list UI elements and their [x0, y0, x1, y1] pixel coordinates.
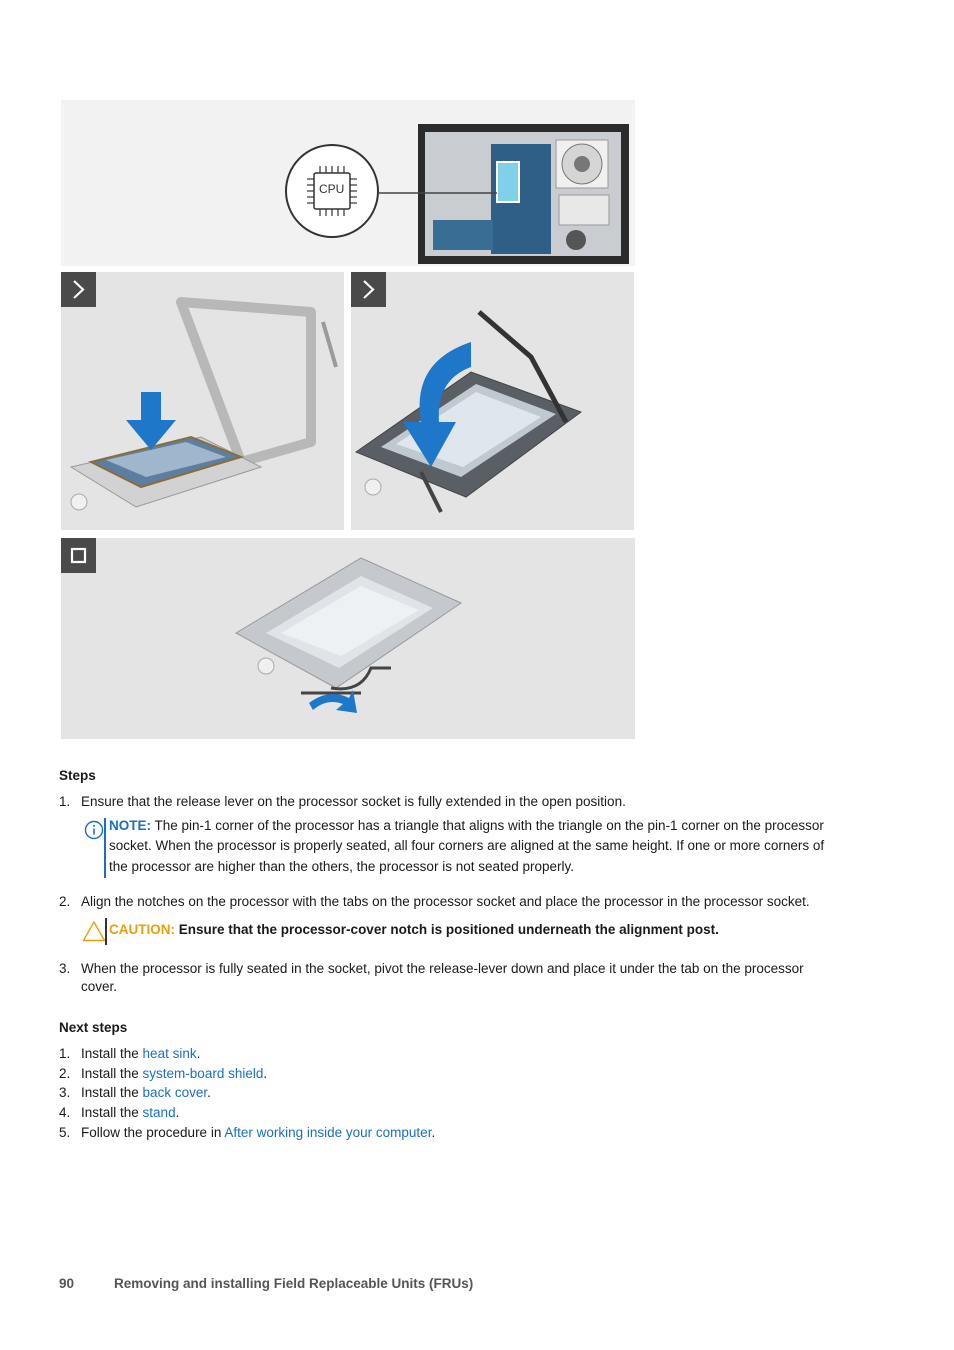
info-icon — [84, 820, 104, 840]
chevron-right-icon — [61, 272, 96, 307]
warning-triangle-icon — [82, 920, 106, 942]
footer-section-title: Removing and installing Field Replaceable Units (FRUs) — [114, 1276, 474, 1291]
note-line-1 — [109, 816, 824, 836]
caution-text: Ensure that the processor-cover notch is positioned underneath the alignment post. — [178, 922, 719, 937]
seated-processor-image — [61, 538, 635, 739]
note-label: NOTE: — [109, 818, 151, 833]
square-stop-icon — [61, 538, 96, 573]
next-step-text: Install the — [81, 1085, 143, 1100]
next-step-text: Install the — [81, 1066, 143, 1081]
caution-line — [109, 920, 719, 940]
step-3-text-line-2: cover. — [81, 979, 118, 994]
next-step-5 — [81, 1123, 435, 1143]
period: . — [196, 1046, 201, 1061]
stand-link[interactable]: stand — [142, 1105, 176, 1120]
next-step-1-number: 1. — [59, 1046, 71, 1061]
next-step-3 — [81, 1083, 211, 1103]
next-step-4 — [81, 1103, 179, 1123]
step-1-text: Ensure that the release lever on the processor socket is fully extended in the open position. — [81, 794, 626, 809]
steps-heading: Steps — [59, 768, 96, 783]
next-step-4-number: 4. — [59, 1105, 71, 1120]
back-cover-link[interactable]: back cover — [142, 1085, 208, 1100]
step-panel-2 — [351, 272, 634, 530]
next-step-text: Install the — [81, 1046, 143, 1061]
period: . — [431, 1125, 436, 1140]
close-lever-image — [351, 272, 634, 530]
step-1-number: 1. — [59, 794, 71, 809]
note-line-3: the processor are higher than the others, the processor is not seated properly. — [109, 859, 575, 874]
period: . — [207, 1085, 211, 1100]
next-step-2-number: 2. — [59, 1066, 71, 1081]
step-panel-3 — [61, 538, 635, 739]
system-board-image — [61, 100, 635, 266]
step-panel-1 — [61, 272, 344, 530]
step-3-text-line-1: When the processor is fully seated in the socket, pivot the release-lever down and place it under the tab on the processor — [81, 961, 804, 976]
note-line-2: socket. When the processor is properly seated, all four corners are aligned at the same height. If one or more corners of — [109, 838, 825, 853]
note-bar — [104, 818, 106, 878]
period: . — [175, 1105, 180, 1120]
next-step-1 — [81, 1044, 200, 1064]
caution-bar — [105, 918, 107, 945]
next-step-5-number: 5. — [59, 1125, 71, 1140]
after-working-inside-link[interactable]: After working inside your computer — [224, 1125, 432, 1140]
note-text-1: The pin-1 corner of the processor has a triangle that aligns with the triangle on the pin-1 corner on the processor — [154, 818, 824, 833]
next-step-text: Install the — [81, 1105, 143, 1120]
next-step-3-number: 3. — [59, 1085, 71, 1100]
period: . — [263, 1066, 268, 1081]
caution-label: CAUTION: — [109, 922, 175, 937]
step-3-number: 3. — [59, 961, 71, 976]
chevron-right-icon — [351, 272, 386, 307]
page-number: 90 — [59, 1276, 75, 1291]
overview-panel — [61, 100, 635, 266]
step-2-number: 2. — [59, 894, 71, 909]
next-steps-heading: Next steps — [59, 1020, 128, 1035]
next-step-2 — [81, 1064, 267, 1084]
next-step-text: Follow the procedure in — [81, 1125, 225, 1140]
processor-insert-image — [61, 272, 344, 530]
system-board-shield-link[interactable]: system-board shield — [142, 1066, 264, 1081]
heat-sink-link[interactable]: heat sink — [142, 1046, 197, 1061]
step-2-text: Align the notches on the processor with the tabs on the processor socket and place the processor in the processor socket. — [81, 894, 810, 909]
cpu-label: CPU — [319, 182, 345, 196]
